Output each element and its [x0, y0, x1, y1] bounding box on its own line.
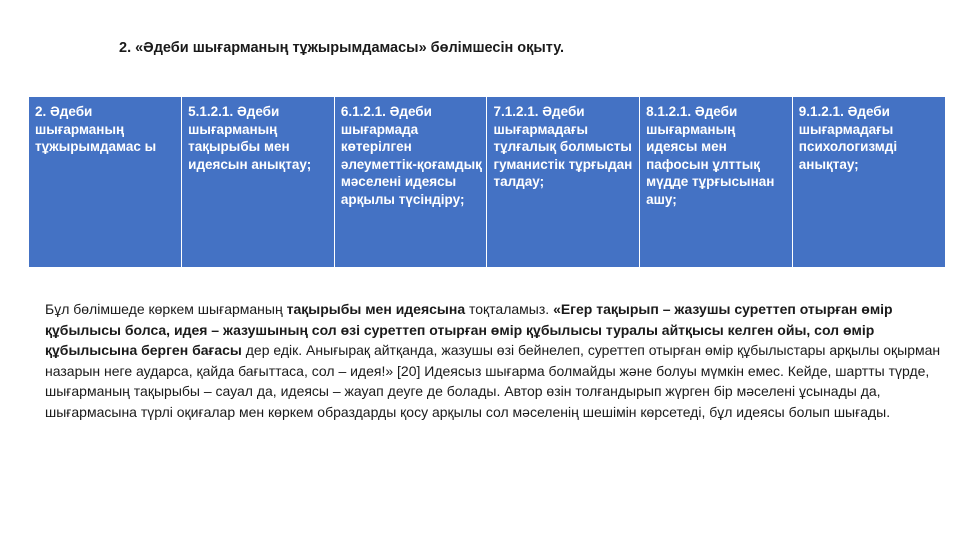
table-cell-grade-5: 5.1.2.1. Әдеби шығарманың тақырыбы мен идеясын анықтау; [182, 97, 335, 267]
table-cell-section: 2. Әдеби шығарманың тұжырымдамас ы [29, 97, 182, 267]
table-cell-grade-7: 7.1.2.1. Әдеби шығармадағы тұлғалық болмысты гуманистік тұрғыдан талдау; [487, 97, 640, 267]
paragraph-text-2: тоқталамыз. [465, 301, 554, 317]
body-paragraph [45, 299, 945, 422]
slide-title: 2. «Әдеби шығарманың тұжырымдамасы» бөлімшесін оқыту. [119, 40, 565, 56]
paragraph-text-1: Бұл бөлімшеде көркем шығарманың [45, 301, 287, 317]
paragraph-text-3: дер едік. Анығырақ айтқанда, жазушы өзі бейнелеп, суреттеп отырған өмір құбылыстары арқылы оқырман назарын неге аударса, қайда бағыттаса, сол – идея!» [20] Идеясыз шығарма болмайды және болуы мүмкін емес. Кейде, шартты түрде, шығарманың тақырыбы – сауал да, идеясы – жауап деуге де болады. Автор өзін толғандырып жүрген бір мәселені ұсынады да, шығармасына түрлі оқиғалар мен көркем образдарды қосу арқылы сол мәселенің шешімін көрсетеді, бұл идеясы болып шығады. [45, 342, 941, 420]
table-cell-grade-8: 8.1.2.1. Әдеби шығарманың идеясы мен пафосын ұлттық мүдде тұрғысынан ашу; [640, 97, 793, 267]
table-cell-grade-9: 9.1.2.1. Әдеби шығармадағы психологизмді анықтау; [792, 97, 945, 267]
paragraph-bold-1: тақырыбы мен идеясына [286, 301, 466, 317]
table-cell-grade-6: 6.1.2.1. Әдеби шығармада көтерілген әлеуметтік-қоғамдық мәселені идеясы арқылы түсіндіру; [334, 97, 487, 267]
objectives-table [29, 97, 945, 267]
paragraph-bold-2: «Егер тақырып – жазушы суреттеп отырған өмір құбылысы болса, идея – жазушының сол өзі суреттеп отырған өмір құбылысы туралы айтқысы келген ойы, сол өмір құбылысына берген бағасы [45, 301, 893, 358]
table-row [29, 97, 945, 267]
